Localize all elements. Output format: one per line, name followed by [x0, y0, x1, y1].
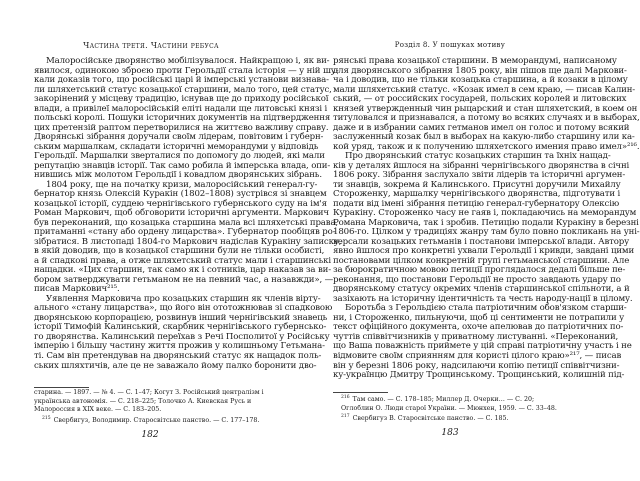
text-line: рянські права козацької старшини. В меморандумі, написаному — [333, 56, 617, 66]
text-line: ті. Сам він претендував на дворянський статус як нащадок поль- — [34, 350, 322, 361]
text-line: нившись між молотом Герольдії і ковадлом дворянських зібрань. — [34, 170, 322, 181]
footnote-text: старина. — 1897. — № 4. — С. 1–47; Когут З. Російський централізм і українська автономія. — С. 218–225; Толочко А. Киевская Русь и Малороссия в XIX веке. — С. 183–205. — [34, 389, 264, 414]
text-line: що Ваша поважність приймете у цій справі патріотичну участь і не — [333, 341, 632, 352]
footnotes — [333, 394, 567, 424]
text-line: кой уряд, також и к получению шляхетского имения право имел»²¹⁶. — [333, 141, 640, 152]
text-line: постановами цілком конкретній групі гетьманської старшини. Але — [333, 255, 630, 266]
text-line: історії Тимофій Калинський, скарбник чернігівського губернсько- — [34, 322, 327, 333]
footnote-marker: 215 — [42, 415, 51, 421]
text-line: нащадки. «Цих старшин, так само як і сотників, цар наказав за ви- — [34, 265, 331, 276]
text-line: Дворянські зібрання доручали своїм лідерам, повітовим і губерн- — [34, 132, 324, 143]
text-line: Роман Маркович, щоб обговорити історичні аргументи. Маркович — [34, 208, 329, 219]
text-line: Куракіну. Стороженко часу не гаяв і, покладаючись на меморандум — [333, 208, 637, 219]
text-line: 1804 року, ще на початку кризи, малоросійський генерал-гу- — [46, 179, 318, 190]
page-number: 183 — [441, 428, 459, 438]
text-line: Уявлення Марковича про козацьких старшин як членів вірту- — [46, 293, 321, 304]
text-line: ча і доводив, що не тільки козацька старшина, а й козаки в цілому — [333, 75, 628, 86]
text-line: в якій доводив, що в козацької старшини були не тільки особисті, — [34, 246, 325, 257]
body-text — [34, 56, 342, 371]
text-line: цих претензій раптом перетворилися на життєво важливу справу. — [34, 122, 329, 133]
text-line: реконання, що постанови Герольдії не просто завдають удару по — [333, 274, 621, 285]
text-line: бором затверджувати гетьманом не на певний час, а назавжди», — — [34, 274, 334, 285]
text-line: явно йшлося про конкретні ухвали Герольдії і кривди, завдані цими — [333, 246, 635, 257]
text-line: ських шляхтичів, але це не заважало йому палко боронити дво- — [34, 360, 317, 371]
text-line: Герольдії. Маршалки зверталися по допомогу до людей, які мали — [34, 151, 325, 162]
text-line: зазіхають на історичну ідентичність та честь народу-нації в цілому. — [333, 293, 633, 304]
text-line: явилося, одинокою зброєю проти Герольдії стала історія — у ній шу- — [34, 65, 339, 76]
footnote-text: Там само. — С. 178–185; Миллер Д. Очерки… — С. 20; Оглоблин О. Люди старої України. — Мюнхен, 1959. — С. 33–48. — [341, 396, 557, 412]
text-line: титуловался и признавался, а потому во всяких случаях и в выборах, — [333, 113, 640, 124]
text-line: ти знавців, зокрема й Калинського. Присутні доручили Михайлу — [333, 179, 621, 190]
text-line: ли шляхетський статус козацької старшини, мало того, цей статус, — [34, 84, 332, 95]
text-line: імперію і більшу частину життя прожив у колишньому Гетьмана- — [34, 341, 325, 352]
text-line: він у березні 1806 року, надсилаючи копію петиції співвітчизни- — [333, 360, 620, 371]
text-line: зібратися. В листопаді 1804-го Маркович надіслав Куракіну записку, — [34, 236, 342, 247]
text-line: бернатор князь Олексій Куракін (1802–1808) зустрівся зі знавцем — [34, 189, 327, 200]
text-line: закорінений у місцеву традицію, існував ще до приходу російської — [34, 94, 329, 105]
text-line: для дворянського зібрання 1805 року, він пішов ще далі Маркови- — [333, 65, 627, 76]
footnote-marker: 216 — [341, 395, 350, 400]
footnote-text: Свербигуз В. Старосвітське панство. — С. 185. — [352, 415, 509, 423]
text-line: а й спадкові права, а отже шляхетський статус мали і старшинські — [34, 255, 331, 266]
text-line: кали доказів того, що російські царі й імперські установи визнава- — [34, 75, 329, 86]
text-line: Романа Марковича, так і зробив. Петицію подали Куракіну в березні — [333, 217, 639, 228]
footnote-marker: 217 — [341, 414, 350, 420]
footnote — [34, 389, 266, 415]
footnote — [34, 415, 266, 426]
text-line: ни, і Стороженко, пильнуючи, щоб ці сентименти не потрапили у — [333, 312, 625, 323]
text-line: князей утвержденный чин рыцарский и стан шляхетский, в коем он — [333, 103, 638, 114]
text-line: Малоросійське дворянство мобілізувалося. Найкращою і, як ви- — [46, 56, 330, 66]
text-line: текст офіційного документа, охоче апелював до патріотичних по- — [333, 322, 624, 333]
page-number: 182 — [141, 430, 159, 440]
footnotes — [34, 389, 266, 425]
text-line: заслуженный козак был в выборах на какую-либо старшину или ка- — [333, 132, 635, 143]
running-head: Розділ 8. У пошуках мотиву — [394, 41, 506, 49]
footnote-divider — [333, 392, 388, 393]
text-line: польські королі. Пошуки історичних документів на підтвердження — [34, 113, 331, 124]
text-line: притаманні «стану або ордену лицарства». Губернатор пообіцяв ро- — [34, 227, 336, 238]
footnote — [333, 394, 567, 413]
body-text — [333, 56, 640, 381]
text-line: козацької історії, суддею чернігівського губернського суду на ім'я — [34, 198, 327, 209]
text-line: влади, а привілеї малоросійській еліті надали ще литовські князі і — [34, 103, 328, 114]
running-head: Частина третя. Частини ребуса — [83, 41, 219, 50]
text-line: чуттів співвітчизників у приватному листуванні. «Переконаний, — [333, 331, 619, 342]
text-line: даже и в избрании самих гетманов имел он голос и потому всякий — [333, 122, 630, 133]
text-line: Про дворянський статус козацьких старшин та їхніх нащад- — [345, 151, 611, 162]
footnote-text: Свербигуз, Володимир. Старосвітське панство. — С. 177–178. — [53, 416, 260, 424]
right-page — [300, 0, 640, 481]
text-line: писав Маркович²¹⁵. — [34, 284, 120, 295]
footnote — [333, 413, 567, 424]
text-line: дворянською корпорацією, розвинув інший чернігівський знавець — [34, 312, 328, 323]
text-line: за бюрократичною мовою петиції проглядалося дедалі більше пе- — [333, 265, 626, 276]
text-line: ським маршалкам, складати історичні меморандуми у відповідь — [34, 141, 319, 152]
text-line: ку-українцю Дмитру Трощинському. Трощинський, колишній під- — [333, 370, 625, 381]
text-line: версали козацьких гетьманів і постанови імперської влади. Автору — [333, 236, 630, 247]
text-line: ський, — от российских государей, польских королей и литовских — [333, 94, 627, 105]
text-line: ків у деталях йшлося на зібранні чернігівського дворянства в січні — [333, 160, 630, 171]
text-line: репутацію знавців історії. Так само робила й імперська влада, опи- — [34, 160, 331, 171]
text-line: Стороженку, маршалку чернігівського дворянства, підготувати і — [333, 189, 621, 200]
text-line: мали шляхетський статус. «Козак имел в сем краю, — писав Калин- — [333, 84, 636, 95]
footnote-divider — [34, 387, 89, 388]
text-line: 1806 року. Зібрання заслухало звіти лідерів та історичні аргумен- — [333, 170, 626, 181]
text-line: подати від імені зібрання петицію генерал-губернатору Олексію — [333, 198, 620, 209]
text-line: відмовите своїм сприянням для користі цілого краю»²¹⁷, — писав — [333, 350, 622, 361]
text-line: го дворянства. Калинський переїхав з Речі Посполитої у Російську — [34, 331, 330, 342]
text-line: дворянському статусу окремих членів старшинської спільноти, а й — [333, 284, 630, 295]
text-line: був переконаний, що козацька старшина мала всі шляхетські права, — [34, 217, 339, 228]
text-line: 1806-го. Цілком у традиціях жанру там було повно покликань на уні- — [333, 227, 640, 238]
text-line: ального «стану лицарства», що його він ототожнював зі спадковою — [34, 303, 333, 314]
text-line: Боротьба з Герольдією стала патріотичним обов'язком старши- — [345, 303, 627, 314]
